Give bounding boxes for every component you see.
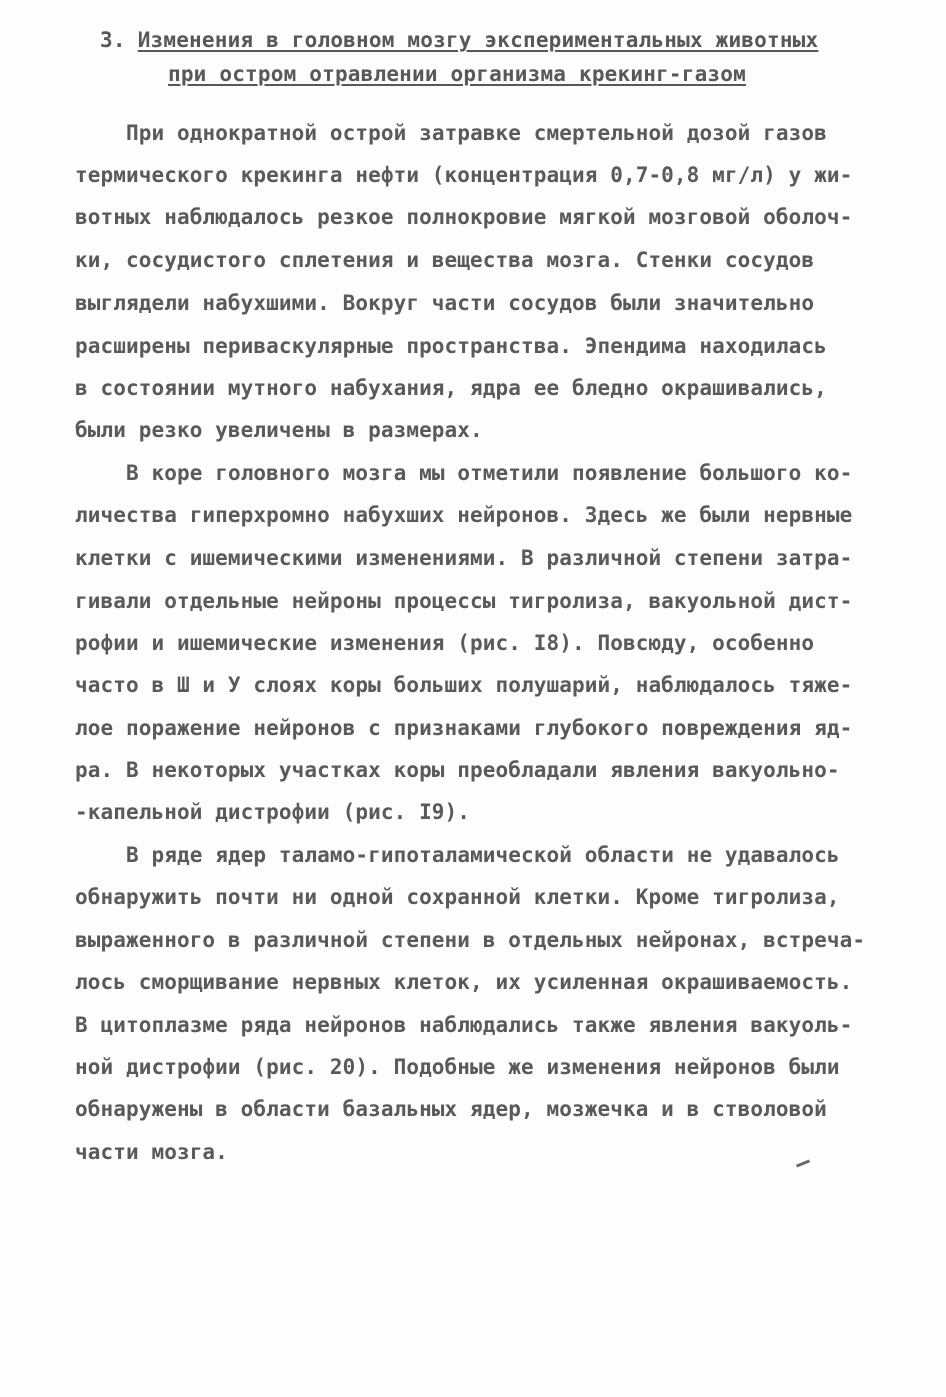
paragraph-2-line: клетки с ишемическими изменениями. В различной степени затра- — [75, 546, 853, 570]
paragraph-1-line: При однократной острой затравке смертельной дозой газов — [126, 121, 827, 145]
paragraph-3-line: лось сморщивание нервных клеток, их усиленная окрашиваемость. — [75, 970, 853, 994]
paragraph-3-line: выраженного в различной степени в отдельных нейронах, встреча- — [75, 928, 866, 952]
paragraph-3-line: обнаружены в области базальных ядер, мозжечка и в стволовой — [75, 1097, 827, 1121]
paragraph-3-line: В ряде ядер таламо-гипоталамической области не удавалось — [126, 843, 840, 867]
paragraph-1-line: ки, сосудистого сплетения и вещества мозга. Стенки сосудов — [75, 248, 815, 272]
heading-line-1 — [100, 24, 818, 56]
paragraph-2-line: -капельной дистрофии (рис. I9). — [75, 800, 471, 824]
section-number: 3. — [100, 28, 126, 52]
paragraph-2-line: рофии и ишемические изменения (рис. I8). Повсюду, особенно — [75, 631, 815, 655]
paragraph-1-line: в состоянии мутного набухания, ядра ее бледно окрашивались, — [75, 376, 827, 400]
paragraph-2-line: ра. В некоторых участках коры преобладали явления вакуольно- — [75, 758, 840, 782]
paragraph-1-line: выглядели набухшими. Вокруг части сосудов были значительно — [75, 291, 815, 315]
paragraph-2-line: В коре головного мозга мы отметили появление большого ко- — [126, 461, 853, 485]
paragraph-1-line: вотных наблюдалось резкое полнокровие мягкой мозговой оболоч- — [75, 205, 853, 229]
paragraph-2-line: часто в Ш и У слоях коры больших полушарий, наблюдалось тяже- — [75, 673, 853, 697]
paragraph-1-line: были резко увеличены в размерах. — [75, 418, 483, 442]
paragraph-2-line: личества гиперхромно набухших нейронов. Здесь же были нервные — [75, 503, 853, 527]
paragraph-3-line: части мозга. — [75, 1140, 228, 1164]
paragraph-1-line: термического крекинга нефти (концентрация 0,7-0,8 мг/л) у жи- — [75, 163, 853, 187]
heading-text-1: Изменения в головном мозгу экспериментальных животных — [137, 28, 819, 52]
paragraph-2-line: гивали отдельные нейроны процессы тигролиза, вакуольной дист- — [75, 589, 853, 613]
stray-pen-mark — [796, 1159, 810, 1167]
paragraph-3-line: обнаружить почти ни одной сохранной клетки. Кроме тигролиза, — [75, 885, 840, 909]
heading-text-2: при остром отравлении организма крекинг-газом — [168, 62, 746, 86]
paragraph-3-line: ной дистрофии (рис. 20). Подобные же изменения нейронов были — [75, 1055, 840, 1079]
paragraph-2-line: лое поражение нейронов с признаками глубокого повреждения яд- — [75, 716, 853, 740]
paragraph-1-line: расширены периваскулярные пространства. Эпендима находилась — [75, 334, 827, 358]
paragraph-3-line: В цитоплазме ряда нейронов наблюдались также явления вакуоль- — [75, 1013, 853, 1037]
heading-line-2 — [168, 58, 746, 90]
